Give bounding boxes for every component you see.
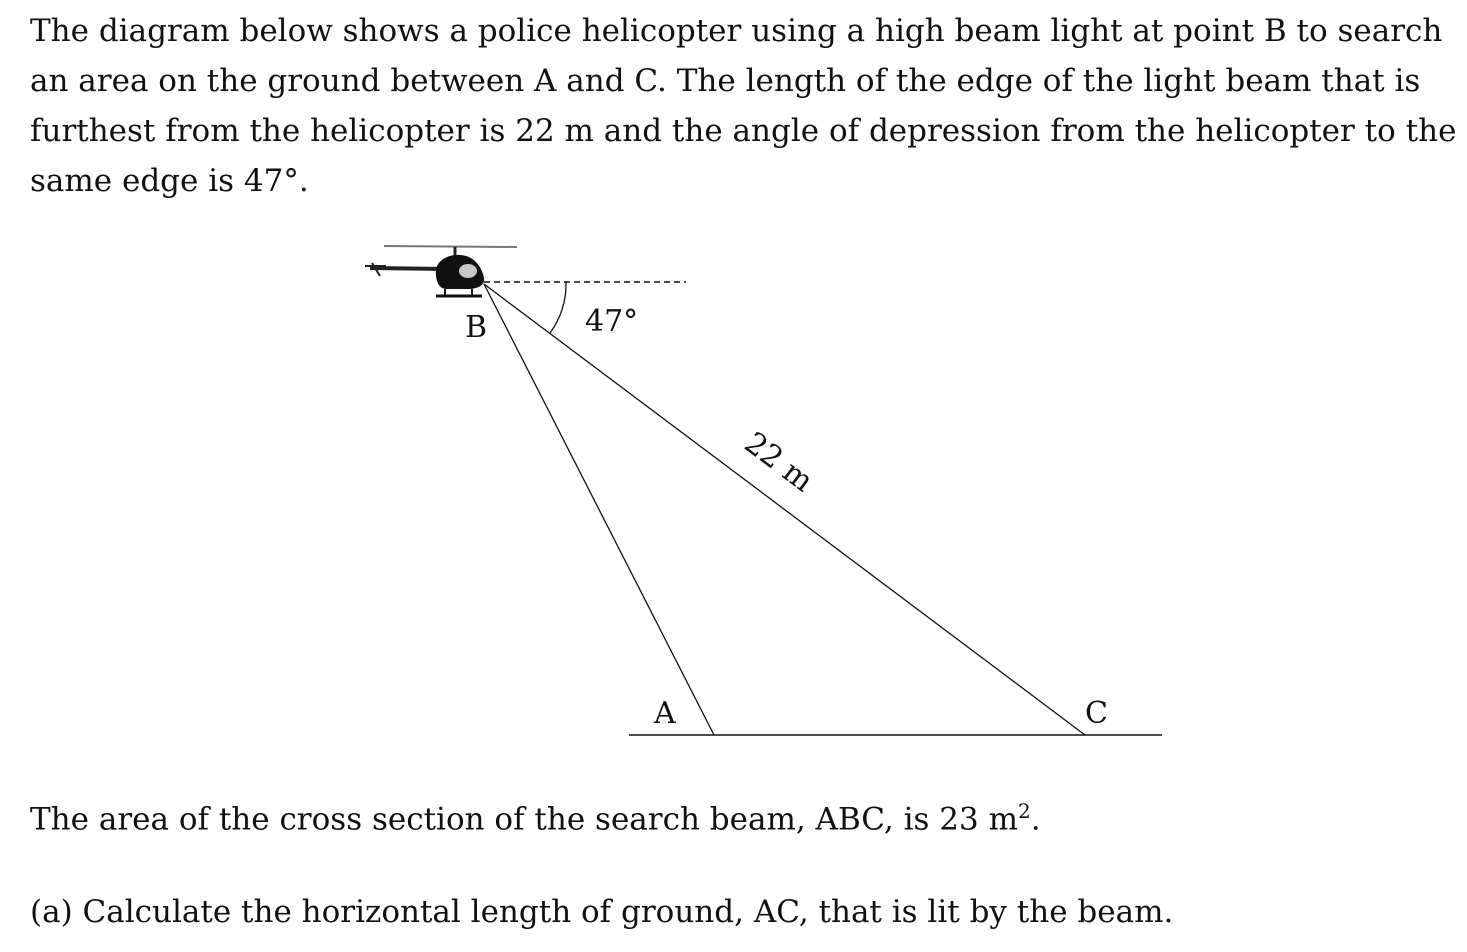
intro-line-2: an area on the ground between A and C. The length of the edge of the light beam that is xyxy=(30,63,1421,99)
label-angle: 47° xyxy=(585,304,639,339)
beam-edge-bc xyxy=(484,284,1085,735)
area-statement-end: . xyxy=(1030,801,1041,838)
helicopter-icon xyxy=(365,246,517,296)
angle-arc xyxy=(550,282,566,333)
question-a: (a) Calculate the horizontal length of ground, AC, that is lit by the beam. xyxy=(30,894,1174,930)
label-point-c: C xyxy=(1085,696,1108,731)
label-length: 22 m xyxy=(737,425,820,500)
area-unit-exponent: 2 xyxy=(1018,799,1031,823)
intro-line-4: same edge is 47°. xyxy=(30,163,309,199)
area-statement xyxy=(30,786,1041,844)
area-statement-text: The area of the cross section of the search beam, ABC, is 23 m xyxy=(30,801,1018,838)
intro-line-1: The diagram below shows a police helicopter using a high beam light at point B to search xyxy=(30,13,1443,49)
label-point-b: B xyxy=(465,310,488,345)
intro-line-3: furthest from the helicopter is 22 m and the angle of depression from the helicopter to the xyxy=(30,113,1457,149)
label-point-a: A xyxy=(654,696,676,731)
beam-edge-ba xyxy=(484,284,714,735)
